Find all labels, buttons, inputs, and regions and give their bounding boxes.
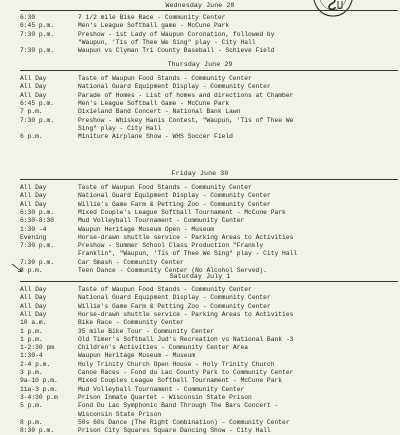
event-row (20, 311, 400, 319)
event-time: All Day (20, 75, 47, 82)
event-row (20, 259, 400, 267)
event-description: Miniture Airplane Show - WHS Soccer Field (78, 133, 233, 141)
event-row (20, 250, 400, 258)
event-row (20, 201, 400, 209)
event-description: Children's Activities - Community Center Area (78, 344, 249, 352)
event-time: All Day (20, 91, 47, 99)
event-description: Prison City Squares Square Dancing Show - City Hall (78, 427, 271, 435)
event-row (20, 133, 400, 141)
event-description: Canoe Races - Fond du Lac County Park to Community Center (78, 369, 294, 376)
event-description: Taste of Waupun Food Stands - Community Center (78, 286, 252, 293)
event-row (20, 209, 400, 217)
event-description: Bike Race - Community Center (78, 319, 184, 327)
day-header: Friday June 30 (171, 170, 229, 177)
event-row (20, 369, 400, 377)
event-description: National Guard Equipment Display - Community Center (78, 83, 271, 91)
event-time: 6:45 p.m. (20, 99, 55, 107)
event-row (20, 352, 400, 360)
event-time: 6:30-8:30 (20, 217, 55, 225)
section-divider (20, 281, 398, 282)
event-row (20, 217, 400, 225)
event-description: Men's League Softball Game - McCune Park (78, 99, 230, 107)
event-description: 50s 60s Dance (The Right Combination) - Community Center (78, 418, 290, 426)
section-divider (20, 179, 398, 180)
event-row (20, 394, 400, 402)
event-time: 7:30 p.m. (20, 258, 55, 266)
event-row (20, 192, 400, 200)
event-description: National Guard Equipment Display - Community Center (78, 294, 271, 302)
event-description: Wisconsin State Prison (78, 410, 162, 418)
event-description: Horse-drawn shuttle service - Parking Areas to Activities (78, 310, 294, 318)
event-description: Horse-drawn shuttle service - Parking Areas to Activities (78, 233, 294, 241)
event-time: 1:30-4 (20, 352, 43, 360)
event-description: Mixed Couples League Softball Tournament - McCune Park (78, 377, 283, 385)
event-row (20, 83, 400, 91)
event-row (20, 402, 400, 410)
event-time: All Day (20, 192, 47, 200)
event-row (20, 31, 400, 39)
event-row (20, 125, 400, 133)
event-row (20, 117, 400, 125)
event-time: 6:45 p.m. (20, 22, 55, 30)
event-row (20, 344, 400, 352)
event-row (20, 226, 400, 234)
event-time: 7:30 p.m. (20, 116, 55, 124)
event-time: 9a-10 p.m. (20, 377, 58, 385)
event-row (20, 419, 400, 427)
event-row (20, 386, 400, 394)
section-divider (20, 10, 398, 11)
event-time: 7:30 p.m. (20, 47, 55, 55)
event-description: Preshow - Summer School Class Production "Frankly (78, 242, 264, 250)
event-row (20, 100, 400, 108)
event-row (20, 14, 400, 22)
event-row (20, 184, 400, 192)
event-time: Evening (20, 233, 47, 241)
event-description: "Waupun, 'Tis of Thee We Sing" play - City Hall (78, 38, 256, 46)
event-description: Mixed Couple's League Softball Tournament - McCune Park (78, 208, 286, 216)
event-row (20, 234, 400, 242)
event-description: Parade of Homes - List of homes and directions at Chamber (78, 91, 294, 99)
event-row (20, 286, 400, 294)
event-time: 8 p.m. (20, 267, 43, 274)
event-time: 6:30 p.m. (20, 208, 55, 216)
event-time: 1 p.m. (20, 327, 43, 335)
day-header: Wednesday June 28 (165, 2, 235, 9)
event-description: Willie's Game Farm & Petting Zoo - Community Center (78, 200, 271, 208)
event-time: 11a-3 p.m. (20, 385, 58, 393)
event-description: Waupun Heritage Museum - Museum (78, 352, 196, 360)
event-time: All Day (20, 302, 47, 310)
event-time: All Day (20, 184, 47, 191)
event-time: 8 p.m. (20, 418, 43, 426)
event-description: Taste of Waupun Food Stands - Community Center (78, 184, 252, 191)
event-row (20, 319, 400, 327)
event-time: All Day (20, 294, 47, 302)
event-time: 6:30 (20, 14, 36, 21)
event-row (20, 361, 400, 369)
event-time: 7 p.m. (20, 108, 43, 116)
event-description: Holy Trinity Church Open House - Holy Trinity Church (78, 360, 275, 368)
event-time: All Day (20, 200, 47, 208)
event-description: Teen Dance - Community Center (No Alcohol Served). (78, 267, 267, 274)
event-description: Old Timer's Softball Jud's Recreation vs National Bank -3 (78, 335, 294, 343)
event-time: 1 p.m. (20, 335, 43, 343)
event-description: 7 1/2 mile Bike Race - Community Center (78, 14, 226, 21)
event-time: 5 p.m. (20, 402, 43, 410)
day-header: Saturday July 1 (169, 273, 231, 280)
event-row (20, 411, 400, 419)
event-time: 7:30 p.m. (20, 30, 55, 38)
event-time: All Day (20, 83, 47, 91)
event-description: Mud Volleyball Tournament - Community Center (78, 385, 245, 393)
event-time: 3 p.m. (20, 369, 43, 376)
event-row (20, 336, 400, 344)
event-description: Preshow - 1st Lady of Waupun Coronation, followed by (78, 30, 275, 38)
event-description: Men's League Softball game - McCune Park (78, 22, 230, 30)
event-description: Car Smash - Community Center (78, 258, 184, 266)
event-description: 35 mile Bike Tour - Community Center (78, 327, 215, 335)
event-time: 7:30 p.m. (20, 242, 55, 250)
event-row (20, 22, 400, 30)
event-description: Taste of Waupun Food Stands - Community Center (78, 75, 252, 82)
event-description: Sing" play - City Hall (78, 124, 162, 132)
event-description: Fond Du Lac Symphonic Band Through The Bars Concert - (78, 402, 279, 410)
event-description: Waupun Heritage Museum Open - Museum (78, 225, 215, 233)
event-row (20, 294, 400, 302)
event-time: All Day (20, 310, 47, 318)
event-row (20, 108, 400, 116)
event-time: 3-4:30 p.m (20, 393, 58, 401)
event-time: 8:30 p.m. (20, 427, 55, 435)
event-description: Dixieland Band Concert - National Bank Lawn (78, 108, 241, 116)
event-row (20, 47, 400, 55)
event-description: Willie's Game Farm & Petting Zoo - Community Center (78, 302, 271, 310)
event-description: Preshow - Whiskey Hanis Contest, "Waupun, 'Tis of Thee We (78, 116, 294, 124)
event-time: All Day (20, 286, 47, 293)
event-description: Prison Inmate Quartet - Wisconsin State Prison (78, 393, 252, 401)
handwritten-arrow-icon (11, 263, 25, 273)
event-row (20, 377, 400, 385)
event-time: 6 p.m. (20, 133, 43, 141)
day-header: Thursday June 29 (167, 61, 233, 68)
event-time: 1-2:30 pm (20, 344, 55, 352)
event-row (20, 75, 400, 83)
event-row (20, 427, 400, 435)
event-description: Franklin", "Waupun, 'Tis of Thee We Sing" play - City Hall (78, 250, 298, 258)
section-divider (20, 70, 398, 71)
event-time: 2-4 p.m. (20, 360, 51, 368)
event-row (20, 39, 400, 47)
event-description: Waupun vs Clyman Tri County Baseball - Schieve Field (78, 47, 275, 55)
event-row (20, 242, 400, 250)
event-description: National Guard Equipment Display - Community Center (78, 192, 271, 200)
event-row (20, 303, 400, 311)
event-row (20, 328, 400, 336)
event-time: 1:30 -4 (20, 225, 47, 233)
event-row (20, 92, 400, 100)
event-description: Mud Volleyball Tournament - Community Center (78, 217, 245, 225)
event-time: 10 a.m. (20, 319, 47, 327)
